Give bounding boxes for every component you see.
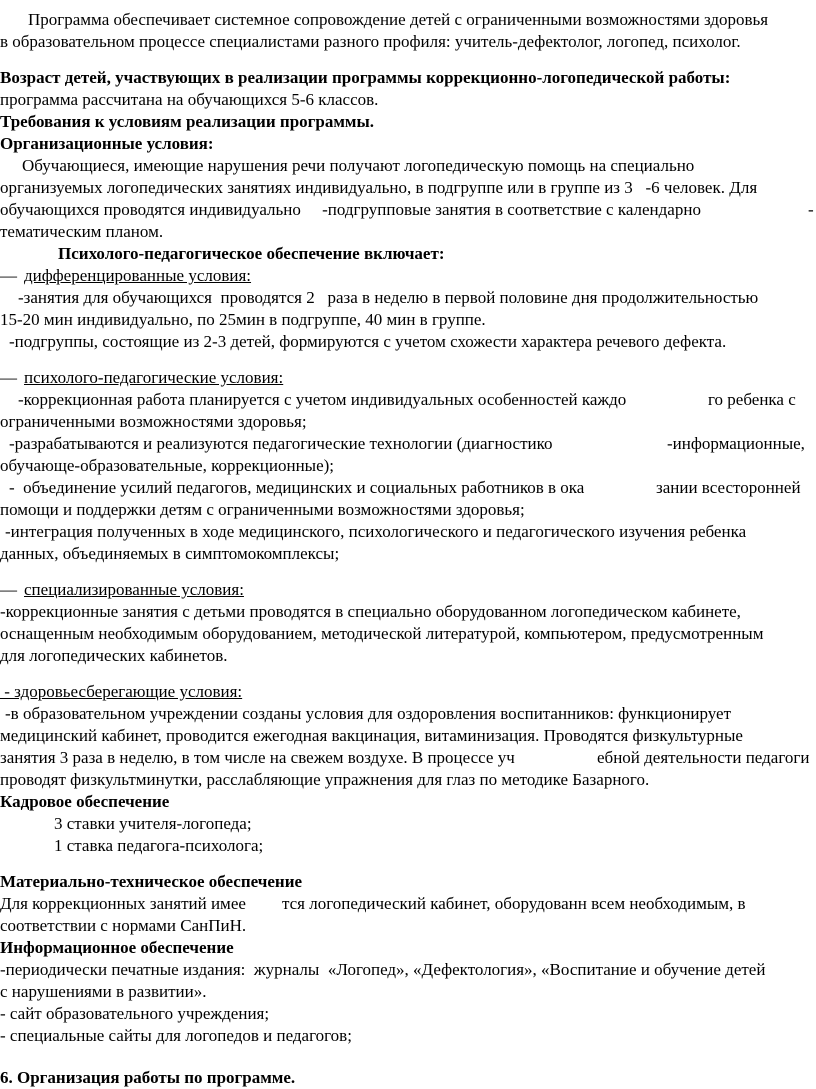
org-line-3: обучающихся проводятся индивидуально -подгрупповые занятия в соответствие с календарно [0,200,701,219]
diff-title: дифференцированные условия: [24,266,252,285]
requirements-heading: Требования к условиям реализации программы. [0,112,374,131]
health-title: - здоровьесберегающие условия: [0,682,243,701]
psyped-line-5-tail: зании всесторонней [656,478,801,497]
health-line-1: -в образовательном учреждении созданы условия для оздоровления воспитанников: функционирует [5,704,732,723]
health-line-2: медицинский кабинет, проводится ежегодная вакцинация, витаминизация. Проводятся физкультурные [0,726,743,745]
info-line-1: -периодически печатные издания: журналы «Логопед», «Дефектология», «Воспитание и обучение детей [0,960,766,979]
intro-line-2: в образовательном процессе специалистами разного профиля: учитель-дефектолог, логопед, психолог. [0,32,741,51]
psyped-line-7: -интеграция полученных в ходе медицинского, психологического и педагогического изучения ребенка [5,522,747,541]
spec-dash: — [0,580,17,599]
org-heading: Организационные условия: [0,134,214,153]
psyped-line-2: ограниченными возможностями здоровья; [0,412,307,431]
material-line-1-tail: тся логопедический кабинет, оборудованн всем необходимым, в [282,894,746,913]
material-line-1: Для коррекционных занятий имее [0,894,246,913]
spec-line-3: для логопедических кабинетов. [0,646,228,665]
info-line-4: - специальные сайты для логопедов и педагогов; [0,1026,352,1045]
org-line-3-dash: - [808,200,814,219]
psyped-title: психолого-педагогические условия: [24,368,284,387]
age-heading: Возраст детей, участвующих в реализации программы коррекционно-логопедической работы: [0,68,731,87]
diff-dash: — [0,266,17,285]
psyped-line-5: - объединение усилий педагогов, медицинских и социальных работников в ока [9,478,585,497]
info-line-3: - сайт образовательного учреждения; [0,1004,270,1023]
diff-line-3: -подгруппы, состоящие из 2-3 детей, формируются с учетом схожести характера речевого дефекта. [9,332,727,351]
psyped-line-3-tail: -информационные, [667,434,805,453]
spec-line-2: оснащенным необходимым оборудованием, методической литературой, компьютером, предусмотренным [0,624,764,643]
section-6-heading: 6. Организация работы по программе. [0,1068,296,1087]
health-line-3-tail: ебной деятельности педагоги [597,748,810,767]
diff-line-2: 15-20 мин индивидуально, по 25мин в подгруппе, 40 мин в группе. [0,310,486,329]
psyped-dash: — [0,368,17,387]
spec-title: специализированные условия: [24,580,244,599]
psyped-line-8: данных, объединяемых в симптомокомплексы; [0,544,340,563]
staff-heading: Кадровое обеспечение [0,792,170,811]
material-heading: Материально-техническое обеспечение [0,872,303,891]
psyped-line-1-tail: го ребенка с [708,390,796,409]
health-line-3: занятия 3 раза в неделю, в том числе на свежем воздухе. В процессе уч [0,748,515,767]
org-line-4: тематическим планом. [0,222,164,241]
spec-line-1: -коррекционные занятия с детьми проводятся в специально оборудованном логопедическом кабинете, [0,602,741,621]
org-line-1: Обучающиеся, имеющие нарушения речи получают логопедическую помощь на специально [22,156,695,175]
staff-line-2: 1 ставка педагога-психолога; [54,836,264,855]
psy-heading: Психолого-педагогическое обеспечение включает: [58,244,445,263]
age-text: программа рассчитана на обучающихся 5-6 классов. [0,90,379,109]
diff-line-1: -занятия для обучающихся проводятся 2 раза в неделю в первой половине дня продолжительностью [18,288,759,307]
org-line-2: организуемых логопедических занятиях индивидуально, в подгруппе или в группе из 3 -6 человек. Для [0,178,758,197]
intro-line-1: Программа обеспечивает системное сопровождение детей с ограниченными возможностями здоровья [28,10,769,29]
psyped-line-1: -коррекционная работа планируется с учетом индивидуальных особенностей каждо [18,390,627,409]
material-line-2: соответствии с нормами СанПиН. [0,916,247,935]
health-line-4: проводят физкультминутки, расслабляющие упражнения для глаз по методике Базарного. [0,770,650,789]
psyped-line-3: -разрабатываются и реализуются педагогические технологии (диагностико [9,434,553,453]
psyped-line-4: обучающе-образовательные, коррекционные); [0,456,335,475]
psyped-line-6: помощи и поддержки детям с ограниченными возможностями здоровья; [0,500,525,519]
info-line-2: с нарушениями в развитии». [0,982,207,1001]
staff-line-1: 3 ставки учителя-логопеда; [54,814,252,833]
info-heading: Информационное обеспечение [0,938,234,957]
